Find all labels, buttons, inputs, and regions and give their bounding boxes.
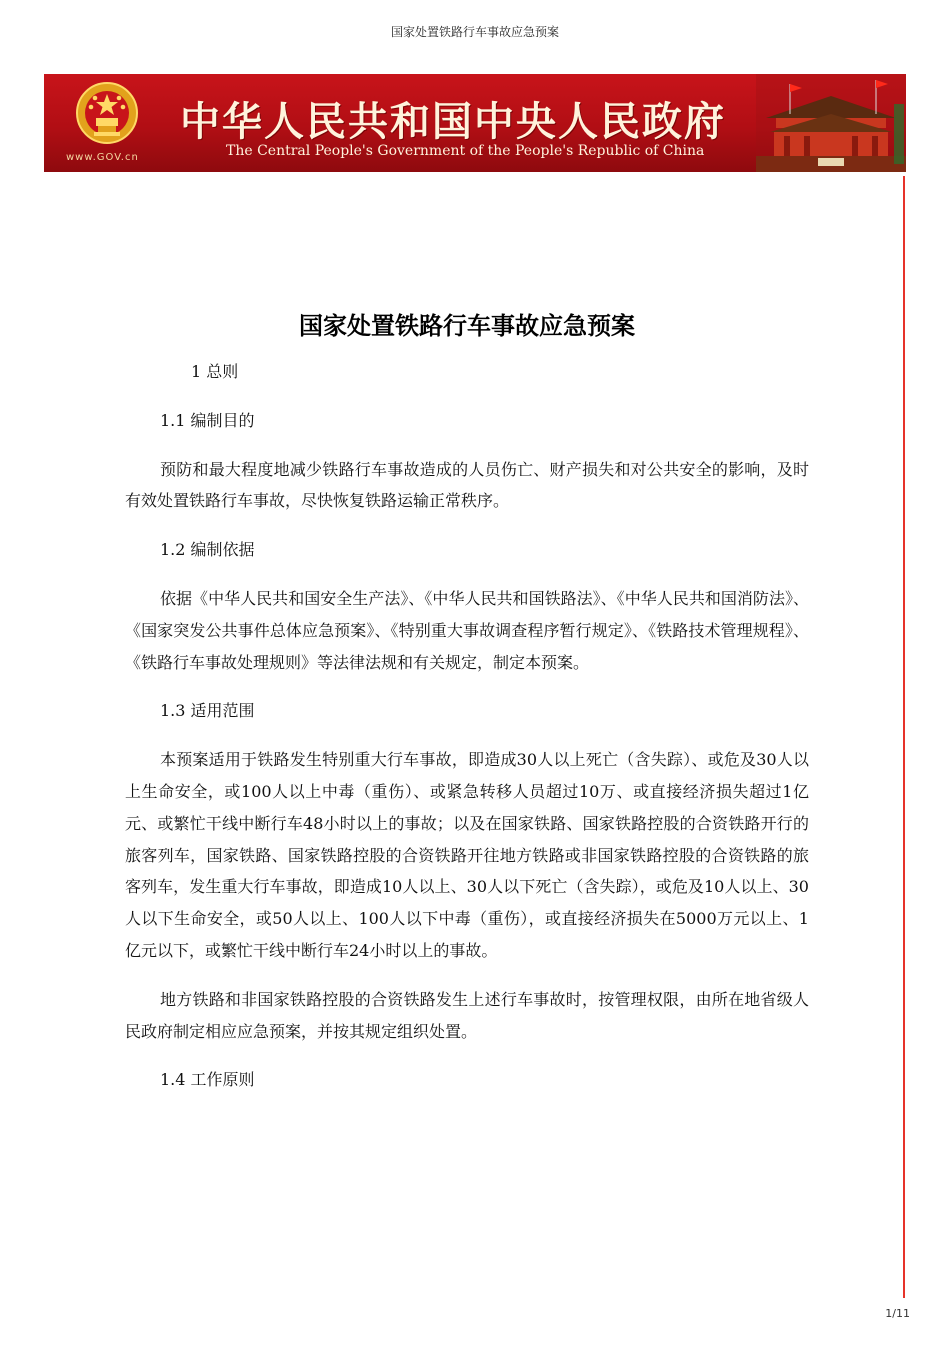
section-heading-1-3: 1.3 适用范围 <box>160 701 255 721</box>
paragraph-basis: 依据《中华人民共和国安全生产法》、《中华人民共和国铁路法》、《中华人民共和国消防法》、《国家突发公共事件总体应急预案》、《特别重大事故调查程序暂行规定》、《铁路技术管理规程》、《铁路行车事故处理规则》等法律法规和有关规定，制定本预案。 <box>125 588 809 672</box>
gov-banner[interactable] <box>44 74 906 172</box>
national-emblem-icon <box>74 80 140 146</box>
section-heading-1: 1 总则 <box>191 362 239 381</box>
banner-cn-title: 中华人民共和国中央人民政府 <box>180 99 726 145</box>
paragraph-scope: 本预案适用于铁路发生特别重大行车事故，即造成30人以上死亡（含失踪）、或危及30人以上生命安全，或100人以上中毒（重伤）、或紧急转移人员超过10万、或直接经济损失超过1亿元、或繁忙干线中断行车48小时以上的事故；以及在国家铁路、国家铁路控股的合资铁路开行的旅客列车，国家铁路、国家铁路控股的合资铁路开往地方铁路或非国家铁路控股的合资铁路的旅客列车，发生重大行车事故，即造成10人以上、30人以下死亡（含失踪），或危及10人以上、30人以下生命安全，或50人以上、100人以下中毒（重伤），或直接经济损失在5000万元以上、1亿元以下，或繁忙干线中断行车24小时以上的事故。 <box>125 750 809 960</box>
paragraph-purpose: 预防和最大程度地减少铁路行车事故造成的人员伤亡、财产损失和对公共安全的影响，及时有效处置铁路行车事故，尽快恢复铁路运输正常秩序。 <box>125 459 809 511</box>
banner-en-title: The Central People's Government of the People's Republic of China <box>226 143 705 159</box>
section-heading-1-2: 1.2 编制依据 <box>160 540 255 560</box>
running-header: 国家处置铁路行车事故应急预案 <box>390 25 559 39</box>
paragraph-local-railways: 地方铁路和非国家铁路控股的合资铁路发生上述行车事故时，按管理权限，由所在地省级人民政府制定相应应急预案，并按其规定组织处置。 <box>125 989 809 1041</box>
site-url: www.GOV.cn <box>66 152 139 163</box>
document-body <box>125 356 809 1113</box>
section-heading-1-4: 1.4 工作原则 <box>160 1070 255 1090</box>
section-heading-1-1: 1.1 编制目的 <box>160 410 255 430</box>
document-title: 国家处置铁路行车事故应急预案 <box>299 312 635 340</box>
page-margin-line <box>903 176 905 1298</box>
tiananmen-gate-icon <box>756 74 906 172</box>
page-number: 1/11 <box>885 1307 910 1320</box>
